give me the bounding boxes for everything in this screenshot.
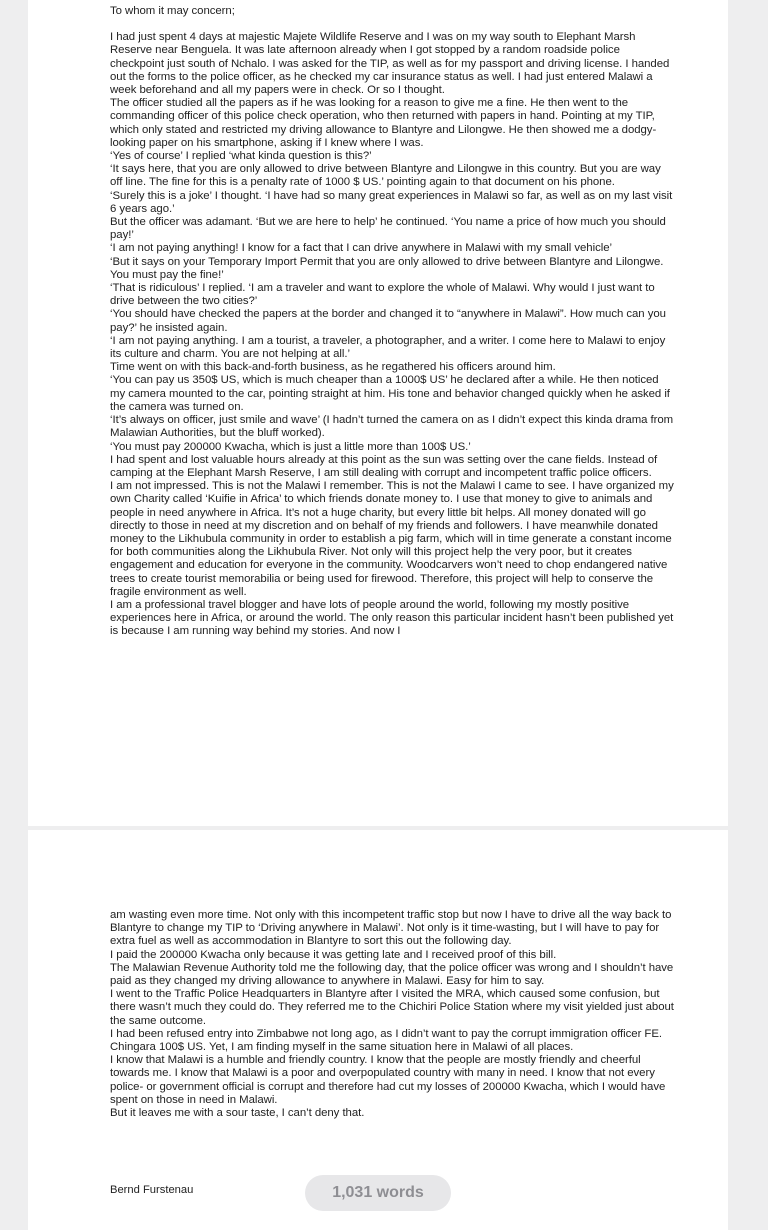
paragraph: I had been refused entry into Zimbabwe not long ago, as I didn’t want to pay the corrupt immigration officer FE. Chingara 100$ US. Yet, I am finding myself in the same situation here in Malawi of all places. [110,1027,663,1054]
paragraph: But the officer was adamant. ‘But we are here to help’ he continued. ‘You name a price of how much you should pay!’ [110,216,666,242]
paragraph: The officer studied all the papers as if he was looking for a reason to give me a fine. He then went to the commanding officer of this police check operation, who then returned with papers in hand. Pointing at my TIP, which only stated and restricted my driving allowance to Blantyre and Lilongwe. He then showed me a dodgy-looking paper on his smartphone, asking if I knew where I was. [110,97,657,149]
paragraph: Time went on with this back-and-forth business, as he regathered his officers around him. [110,361,556,374]
paragraph: I paid the 200000 Kwacha only because it was getting late and I received proof of this bill. [110,948,557,961]
paragraph: am wasting even more time. Not only with this incompetent traffic stop but now I have to drive all the way back to Blantyre to change my TIP to ‘Driving anywhere in Malawi’. Not only is it time-wasting, but I will have to pay for extra fuel as well as accommodation in Blantyre to sort this out the following day. [110,909,672,948]
document-page-1 [28,0,728,826]
paragraph: The Malawian Revenue Authority told me the following day, that the police officer was wrong and I shouldn’t have paid as they changed my driving allowance to anywhere in Malawi. Easy for him to say. [110,961,674,988]
signature: Bernd Furstenau [110,1184,194,1196]
paragraph: I am not impressed. This is not the Malawi I remember. This is not the Malawi I came to see. I have organized my own Charity called ‘Kuifie in Africa’ to which friends donate money to. I use that money to give to animals and people in need anywhere in Africa. It’s not a huge charity, but every little bit helps. All money donated will go directly to those in need at my discretion and on behalf of my friends and followers. I have meanwhile donated money to the Likhubula community in order to establish a pig farm, which will in time generate a constant income for both communities along the Likhubula River. Not only will this project help the very poor, but it creates engagement and education for everyone in the community. Woodcarvers won’t need to chop endangered native trees to create tourist memorabilia or being used for firewood. Therefore, this project will help to conserve the fragile environment as well. [110,480,674,598]
paragraph: I had just spent 4 days at majestic Majete Wildlife Reserve and I was on my way south to Elephant Marsh Reserve near Benguela. It was late afternoon already when I got stopped by a random roadside police checkpoint just south of Nchalo. I was asked for the TIP, as well as for my passport and driving license. I handed out the forms to the police officer, as he checked my car insurance status as well. I had just entered Malawi a week beforehand and all my papers were in check. Or so I thought. [110,31,670,97]
paragraph: ‘You must pay 200000 Kwacha, which is just a little more than 100$ US.’ [110,440,471,453]
paragraph: I had spent and lost valuable hours already at this point as the sun was setting over the cane fields. Instead of camping at the Elephant Marsh Reserve, I am still dealing with corrupt and incompetent traffic police officers. [110,453,658,479]
paragraph: ‘That is ridiculous’ I replied. ‘I am a traveler and want to explore the whole of Malawi. Why would I just want to drive between the two cities?’ [110,282,655,308]
paragraph: I am a professional travel blogger and have lots of people around the world, following my mostly positive experiences here in Africa, or around the world. The only reason this particular incident hasn’t been published yet is because I am running way behind my stories. And now I [110,598,674,638]
page-2-body [110,909,676,1120]
paragraph: ‘Surely this is a joke’ I thought. ‘I have had so many great experiences in Malawi so far, as well as on my last visit 6 years ago.’ [110,189,673,215]
paragraph: ‘But it says on your Temporary Import Permit that you are only allowed to drive between Blantyre and Lilongwe. You must pay the fine!’ [110,255,664,281]
salutation: To whom it may concern; [110,5,235,17]
paragraph: ‘It says here, that you are only allowed to drive between Blantyre and Lilongwe in this country. But you are way off line. The fine for this is a penalty rate of 1000 $ US.’ pointing again to that document on his phone. [110,163,661,189]
paragraph: But it leaves me with a sour taste, I can’t deny that. [110,1107,365,1120]
paragraph: ‘You should have checked the papers at the border and changed it to “anywhere in Malawi”. How much can you pay?’ he insisted again. [110,308,666,334]
paragraph: ‘It’s always on officer, just smile and wave’ (I hadn’t turned the camera on as I didn’t expect this kinda drama from Malawian Authorities, but the bluff worked). [110,414,674,440]
paragraph: ‘Yes of course’ I replied ‘what kinda question is this?’ [110,150,372,163]
paragraph: ‘I am not paying anything! I know for a fact that I can drive anywhere in Malawi with my small vehicle’ [110,242,612,255]
paragraph: ‘You can pay us 350$ US, which is much cheaper than a 1000$ US’ he declared after a while. He then noticed my camera mounted to the car, pointing straight at him. His tone and behavior changed quickly when he asked if the camera was turned on. [110,374,670,413]
paragraph: I know that Malawi is a humble and friendly country. I know that the people are mostly friendly and cheerful towards me. I know that Malawi is a poor and overpopulated country with many in need. I know that not every police- or government official is corrupt and therefore had cut my losses of 200000 Kwacha, which I would have spent on those in need in Malawi. [110,1054,666,1106]
page-1-body [110,31,676,638]
word-count-badge[interactable]: 1,031 words [305,1175,451,1211]
paragraph: I went to the Traffic Police Headquarters in Blantyre after I visited the MRA, which caused some confusion, but there wasn’t much they could do. They referred me to the Chichiri Police Station where my visit yielded just about the same outcome. [110,988,674,1027]
paragraph: ‘I am not paying anything. I am a tourist, a traveler, a photographer, and a writer. I come here to Malawi to enjoy its culture and charm. You are not helping at all.’ [110,334,666,361]
document-page-2 [28,830,728,1230]
blank-line [110,18,676,31]
